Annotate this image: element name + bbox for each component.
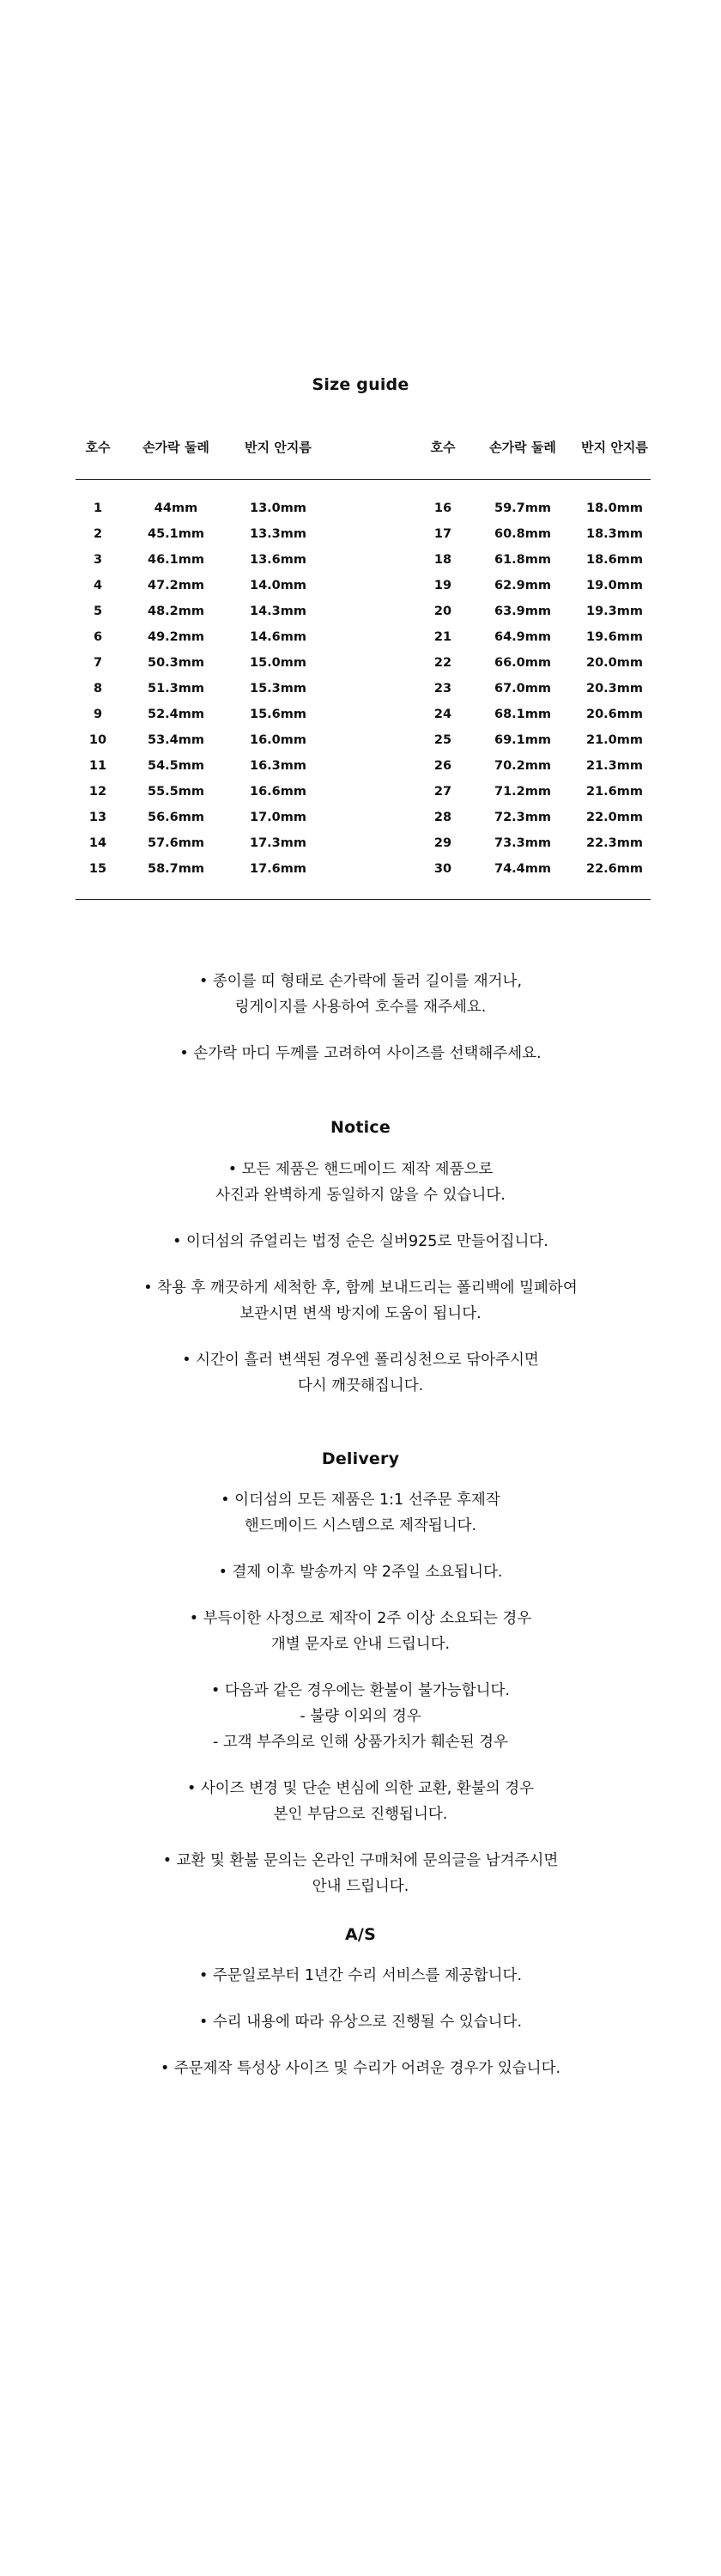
cell-inner-diameter-left: 17.3mm [250, 836, 306, 850]
cell-size-right: 21 [433, 630, 452, 644]
cell-size-left: 5 [93, 605, 103, 618]
bullet-item [0, 1229, 721, 1255]
cell-size-right: 30 [433, 862, 452, 876]
cell-circumference-right: 71.2mm [494, 785, 551, 799]
bullet-line: - 고객 부주의로 인해 상품가치가 훼손된 경우 [213, 1734, 508, 1751]
cell-size-left: 4 [93, 579, 103, 592]
cell-circumference-left: 56.6mm [148, 811, 204, 824]
cell-inner-diameter-right: 21.3mm [586, 759, 643, 773]
notice-title: Notice [330, 1118, 391, 1137]
cell-circumference-left: 47.2mm [148, 579, 204, 592]
cell-inner-diameter-right: 20.0mm [586, 656, 643, 670]
bullet-line: • 교환 및 환불 문의는 온라인 구매처에 문의글을 남겨주시면 [162, 1852, 559, 1869]
cell-size-left: 13 [88, 811, 107, 824]
cell-circumference-left: 58.7mm [148, 862, 204, 876]
cell-size-left: 15 [88, 862, 107, 876]
cell-circumference-right: 61.8mm [494, 553, 551, 567]
cell-inner-diameter-right: 19.6mm [586, 630, 643, 644]
bullet-item [0, 1275, 721, 1327]
cell-circumference-left: 44mm [154, 501, 198, 515]
cell-circumference-left: 51.3mm [148, 682, 204, 696]
cell-inner-diameter-right: 22.6mm [586, 862, 643, 876]
bullet-line: • 이더섬의 쥬얼리는 법정 순은 실버925로 만들어집니다. [173, 1233, 548, 1250]
header-inner-diameter-left: 반지 안지름 [245, 439, 312, 455]
table-row [76, 779, 651, 805]
cell-circumference-right: 72.3mm [494, 811, 551, 824]
cell-inner-diameter-right: 19.3mm [586, 605, 643, 618]
as-list [0, 1963, 721, 2081]
cell-size-left: 2 [93, 527, 103, 541]
cell-circumference-left: 53.4mm [148, 733, 204, 747]
bullet-line: • 착용 후 깨끗하게 세척한 후, 함께 보내드리는 폴리백에 밀폐하여 [143, 1279, 578, 1297]
delivery-list [0, 1487, 721, 1899]
table-row [76, 598, 651, 624]
cell-inner-diameter-right: 21.0mm [586, 733, 643, 747]
cell-size-left: 8 [93, 682, 103, 696]
bullet-line: • 주문일로부터 1년간 수리 서비스를 제공합니다. [198, 1967, 523, 1984]
bullet-item [0, 2056, 721, 2081]
cell-circumference-right: 67.0mm [494, 682, 551, 696]
table-row [76, 727, 651, 753]
table-bottom-rule [76, 899, 651, 900]
cell-inner-diameter-right: 21.6mm [586, 785, 643, 799]
cell-circumference-right: 74.4mm [494, 862, 551, 876]
bullet-item [0, 1041, 721, 1066]
bullet-item [0, 1487, 721, 1539]
cell-circumference-right: 68.1mm [494, 708, 551, 721]
cell-inner-diameter-right: 18.6mm [586, 553, 643, 567]
cell-size-right: 25 [433, 733, 452, 747]
cell-inner-diameter-right: 18.3mm [586, 527, 643, 541]
cell-inner-diameter-left: 13.0mm [250, 501, 306, 515]
table-row [76, 856, 651, 882]
cell-inner-diameter-left: 16.6mm [250, 785, 306, 799]
cell-inner-diameter-right: 19.0mm [586, 579, 643, 592]
cell-size-left: 14 [88, 836, 107, 850]
bullet-item [0, 1559, 721, 1585]
table-row [76, 650, 651, 676]
cell-size-right: 27 [433, 785, 452, 799]
cell-inner-diameter-left: 15.0mm [250, 656, 306, 670]
cell-size-right: 29 [433, 836, 452, 850]
cell-circumference-left: 54.5mm [148, 759, 204, 773]
cell-size-left: 11 [88, 759, 107, 773]
bullet-item [0, 1963, 721, 1989]
cell-inner-diameter-right: 18.0mm [586, 501, 643, 515]
bullet-line: • 모든 제품은 핸드메이드 제작 제품으로 [227, 1161, 494, 1178]
cell-size-right: 24 [433, 708, 452, 721]
table-row [76, 547, 651, 573]
cell-inner-diameter-right: 22.0mm [586, 811, 643, 824]
cell-inner-diameter-right: 20.3mm [586, 682, 643, 696]
header-inner-diameter-right: 반지 안지름 [581, 439, 648, 455]
bullet-item [0, 1678, 721, 1755]
cell-size-right: 26 [433, 759, 452, 773]
cell-size-left: 10 [88, 733, 107, 747]
cell-size-left: 7 [93, 656, 103, 670]
cell-size-right: 19 [433, 579, 452, 592]
cell-inner-diameter-left: 15.6mm [250, 708, 306, 721]
header-size-right: 호수 [430, 439, 456, 455]
cell-inner-diameter-left: 15.3mm [250, 682, 306, 696]
cell-inner-diameter-left: 17.0mm [250, 811, 306, 824]
cell-circumference-right: 64.9mm [494, 630, 551, 644]
cell-circumference-left: 52.4mm [148, 708, 204, 721]
notice-list [0, 1157, 721, 1399]
cell-circumference-right: 60.8mm [494, 527, 551, 541]
cell-size-right: 16 [433, 501, 452, 515]
cell-circumference-right: 69.1mm [494, 733, 551, 747]
bullet-line: • 이더섬의 모든 제품은 1:1 선주문 후제작 [221, 1492, 500, 1509]
bullet-item [0, 1347, 721, 1399]
cell-circumference-left: 46.1mm [148, 553, 204, 567]
bullet-line: • 결제 이후 발송까지 약 2주일 소요됩니다. [218, 1564, 503, 1581]
as-title: A/S [345, 1925, 376, 1944]
bullet-line: • 주문제작 특성상 사이즈 및 수리가 어려운 경우가 있습니다. [160, 2060, 561, 2077]
size-guide-title: Size guide [312, 375, 409, 394]
cell-circumference-right: 59.7mm [494, 501, 551, 515]
bullet-item [0, 2009, 721, 2035]
bullet-line: • 부득이한 사정으로 제작이 2주 이상 소요되는 경우 [189, 1610, 532, 1627]
bullet-item [0, 1157, 721, 1208]
bullet-item [0, 1848, 721, 1899]
cell-circumference-left: 57.6mm [148, 836, 204, 850]
cell-circumference-left: 45.1mm [148, 527, 204, 541]
delivery-title: Delivery [321, 1449, 400, 1468]
cell-size-left: 12 [88, 785, 107, 799]
table-row [76, 830, 651, 856]
cell-size-left: 9 [93, 708, 103, 721]
table-row [76, 702, 651, 727]
bullet-item [0, 1606, 721, 1657]
table-row [76, 573, 651, 598]
table-row [76, 521, 651, 547]
cell-circumference-right: 70.2mm [494, 759, 551, 773]
cell-circumference-right: 63.9mm [494, 605, 551, 618]
cell-circumference-left: 50.3mm [148, 656, 204, 670]
cell-circumference-right: 73.3mm [494, 836, 551, 850]
cell-circumference-left: 48.2mm [148, 605, 204, 618]
cell-inner-diameter-right: 22.3mm [586, 836, 643, 850]
bullet-line: • 시간이 흘러 변색된 경우엔 폴리싱천으로 닦아주시면 [182, 1352, 539, 1369]
bullet-item [0, 1776, 721, 1827]
cell-size-right: 20 [433, 605, 452, 618]
table-row [76, 753, 651, 779]
bullet-item [0, 969, 721, 1020]
cell-circumference-right: 62.9mm [494, 579, 551, 592]
cell-size-right: 22 [433, 656, 452, 670]
cell-inner-diameter-right: 20.6mm [586, 708, 643, 721]
bullet-line: 개별 문자로 안내 드립니다. [270, 1636, 451, 1653]
cell-inner-diameter-left: 14.0mm [250, 579, 306, 592]
header-size-left: 호수 [85, 439, 111, 455]
cell-inner-diameter-left: 17.6mm [250, 862, 306, 876]
cell-inner-diameter-left: 16.3mm [250, 759, 306, 773]
cell-size-right: 18 [433, 553, 452, 567]
cell-size-left: 1 [93, 501, 103, 515]
cell-inner-diameter-left: 13.6mm [250, 553, 306, 567]
table-header [76, 431, 651, 462]
bullet-line: 안내 드립니다. [312, 1878, 409, 1895]
header-circumference-left: 손가락 둘레 [142, 439, 209, 455]
bullet-line: • 다음과 같은 경우에는 환불이 불가능합니다. [211, 1682, 510, 1699]
cell-size-right: 23 [433, 682, 452, 696]
cell-inner-diameter-left: 14.3mm [250, 605, 306, 618]
bullet-line: 본인 부담으로 진행됩니다. [273, 1806, 448, 1823]
cell-size-left: 6 [93, 630, 103, 644]
header-circumference-right: 손가락 둘레 [489, 439, 556, 455]
bullet-line: 사진과 완벽하게 동일하지 않을 수 있습니다. [215, 1187, 506, 1204]
table-row [76, 805, 651, 830]
cell-inner-diameter-left: 14.6mm [250, 630, 306, 644]
cell-inner-diameter-left: 16.0mm [250, 733, 306, 747]
size-guide-notes [0, 969, 721, 1066]
cell-circumference-right: 66.0mm [494, 656, 551, 670]
bullet-line: • 종이를 띠 형태로 손가락에 둘러 길이를 재거나, [198, 973, 523, 990]
cell-size-left: 3 [93, 553, 103, 567]
bullet-line: 다시 깨끗해집니다. [297, 1377, 424, 1394]
bullet-line: • 사이즈 변경 및 단순 변심에 의한 교환, 환불의 경우 [186, 1780, 535, 1797]
cell-circumference-left: 55.5mm [148, 785, 204, 799]
table-row [76, 495, 651, 521]
bullet-line: 핸드메이드 시스템으로 제작됩니다. [244, 1517, 477, 1534]
cell-size-right: 28 [433, 811, 452, 824]
bullet-line: - 불량 이외의 경우 [300, 1708, 421, 1725]
size-guide-table [76, 431, 651, 900]
table-body [76, 480, 651, 882]
cell-inner-diameter-left: 13.3mm [250, 527, 306, 541]
bullet-line: • 수리 내용에 따라 유상으로 진행될 수 있습니다. [198, 2014, 523, 2031]
bullet-line: • 손가락 마디 두께를 고려하여 사이즈를 선택해주세요. [179, 1045, 542, 1062]
table-row [76, 624, 651, 650]
bullet-line: 링게이지를 사용하여 호수를 재주세요. [234, 999, 487, 1016]
cell-circumference-left: 49.2mm [148, 630, 204, 644]
cell-size-right: 17 [433, 527, 452, 541]
table-row [76, 676, 651, 702]
bullet-line: 보관시면 변색 방지에 도움이 됩니다. [239, 1305, 482, 1322]
